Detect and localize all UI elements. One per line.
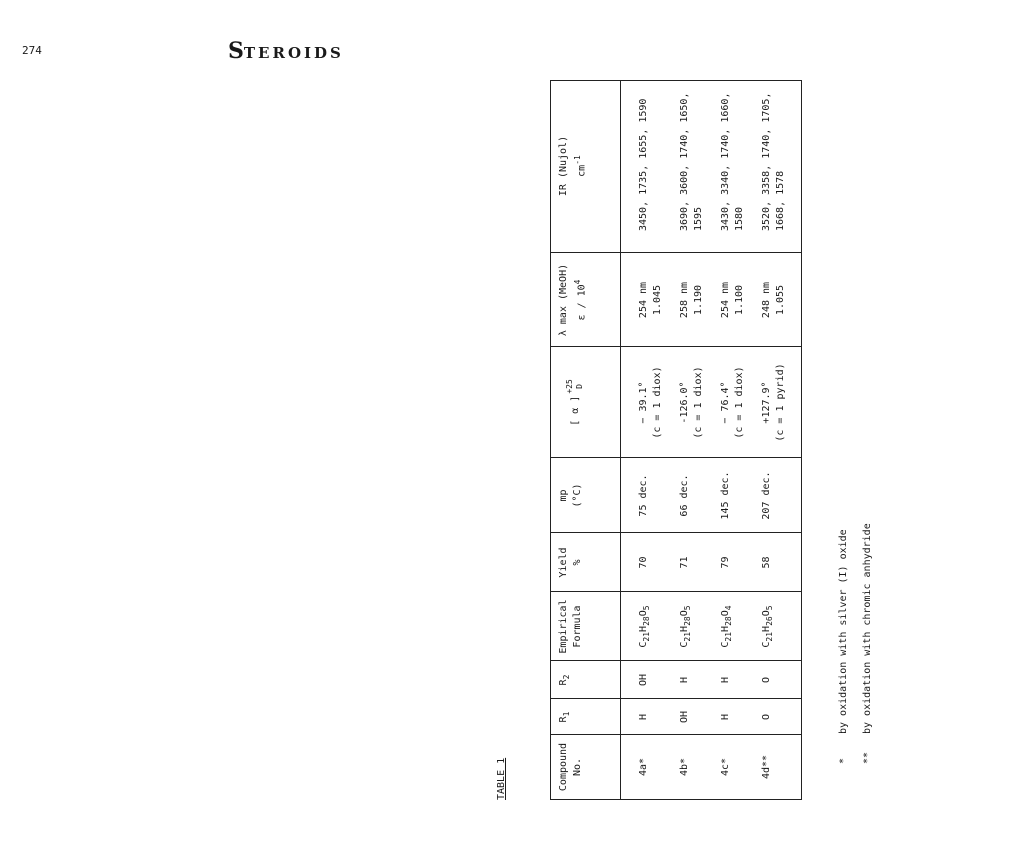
cell-rotation: − 39.1° (c = 1 diox) bbox=[638, 366, 663, 439]
header-formula: Empirical Formula bbox=[558, 599, 583, 654]
header-yield: Yield % bbox=[558, 547, 583, 578]
cell-compound: 4d** bbox=[761, 754, 772, 780]
cell-ir: 3520, 3358, 1740, 1705, 1668, 1578 bbox=[761, 92, 786, 231]
journal-title bbox=[228, 38, 344, 64]
cell-rotation: +127.9° (c = 1 pyrid) bbox=[761, 363, 786, 442]
cell-r2: H bbox=[720, 676, 731, 684]
cell-r1: O bbox=[761, 713, 772, 721]
cell-ir: 3450, 1735, 1655, 1590 bbox=[638, 98, 649, 231]
cell-ir: 3690, 3600, 1740, 1650, 1595 bbox=[679, 92, 704, 231]
cell-yield: 70 bbox=[638, 556, 649, 569]
cell-r2: H bbox=[679, 676, 690, 684]
page-number: 274 bbox=[22, 44, 42, 57]
cell-r1: H bbox=[638, 713, 649, 721]
header-r1: $R_1$ bbox=[558, 711, 571, 723]
header-ir: IR (Nujol) $cm^{-1}$ bbox=[558, 135, 588, 197]
header-uv: λ max (MeOH) ε / $10^4$ bbox=[558, 263, 588, 337]
header-rule bbox=[620, 81, 621, 799]
cell-formula: $C_{21}H_{28}O_4$ bbox=[720, 605, 733, 648]
cell-mp: 66 dec. bbox=[679, 474, 690, 517]
header-mp: mp (°C) bbox=[558, 483, 583, 508]
cell-mp: 145 dec. bbox=[720, 471, 731, 520]
cell-r1: H bbox=[720, 713, 731, 721]
cell-compound: 4b* bbox=[679, 757, 690, 777]
header-r2: $R_2$ bbox=[558, 674, 571, 686]
journal-title-initial: S bbox=[228, 38, 244, 64]
footnote-text: by oxidation with silver (I) oxide bbox=[838, 529, 849, 734]
journal-title-rest: TEROIDS bbox=[243, 44, 344, 62]
cell-uv: 254 nm 1.045 bbox=[638, 281, 663, 319]
cell-yield: 58 bbox=[761, 556, 772, 569]
rotated-table-area bbox=[496, 0, 1026, 800]
cell-rotation: -126.0° (c = 1 diox) bbox=[679, 366, 704, 439]
cell-formula: $C_{21}H_{26}O_5$ bbox=[761, 605, 774, 648]
cell-uv: 258 nm 1.190 bbox=[679, 281, 704, 319]
data-table bbox=[550, 80, 802, 800]
cell-mp: 207 dec. bbox=[761, 471, 772, 520]
cell-r1: OH bbox=[679, 710, 690, 724]
cell-compound: 4a* bbox=[638, 757, 649, 777]
cell-r2: OH bbox=[638, 673, 649, 687]
footnote-text: by oxidation with chromic anhydride bbox=[862, 523, 873, 734]
header-compound: Compound No. bbox=[558, 742, 583, 792]
cell-uv: 254 nm 1.100 bbox=[720, 281, 745, 319]
cell-mp: 75 dec. bbox=[638, 474, 649, 517]
cell-r2: O bbox=[761, 676, 772, 684]
cell-ir: 3430, 3340, 1740, 1660, 1580 bbox=[720, 92, 745, 231]
footnote-mark: ** bbox=[862, 751, 873, 764]
header-rotation: [ α ] +25 D bbox=[565, 379, 584, 426]
cell-rotation: − 76.4° (c = 1 diox) bbox=[720, 366, 745, 439]
cell-compound: 4c* bbox=[720, 757, 731, 777]
table-caption: TABLE 1 bbox=[496, 757, 507, 800]
cell-yield: 79 bbox=[720, 556, 731, 569]
cell-uv: 248 nm 1.055 bbox=[761, 281, 786, 319]
cell-yield: 71 bbox=[679, 556, 690, 569]
footnote-mark: * bbox=[838, 757, 849, 764]
cell-formula: $C_{21}H_{28}O_5$ bbox=[679, 605, 692, 648]
cell-formula: $C_{21}H_{28}O_5$ bbox=[638, 605, 651, 648]
